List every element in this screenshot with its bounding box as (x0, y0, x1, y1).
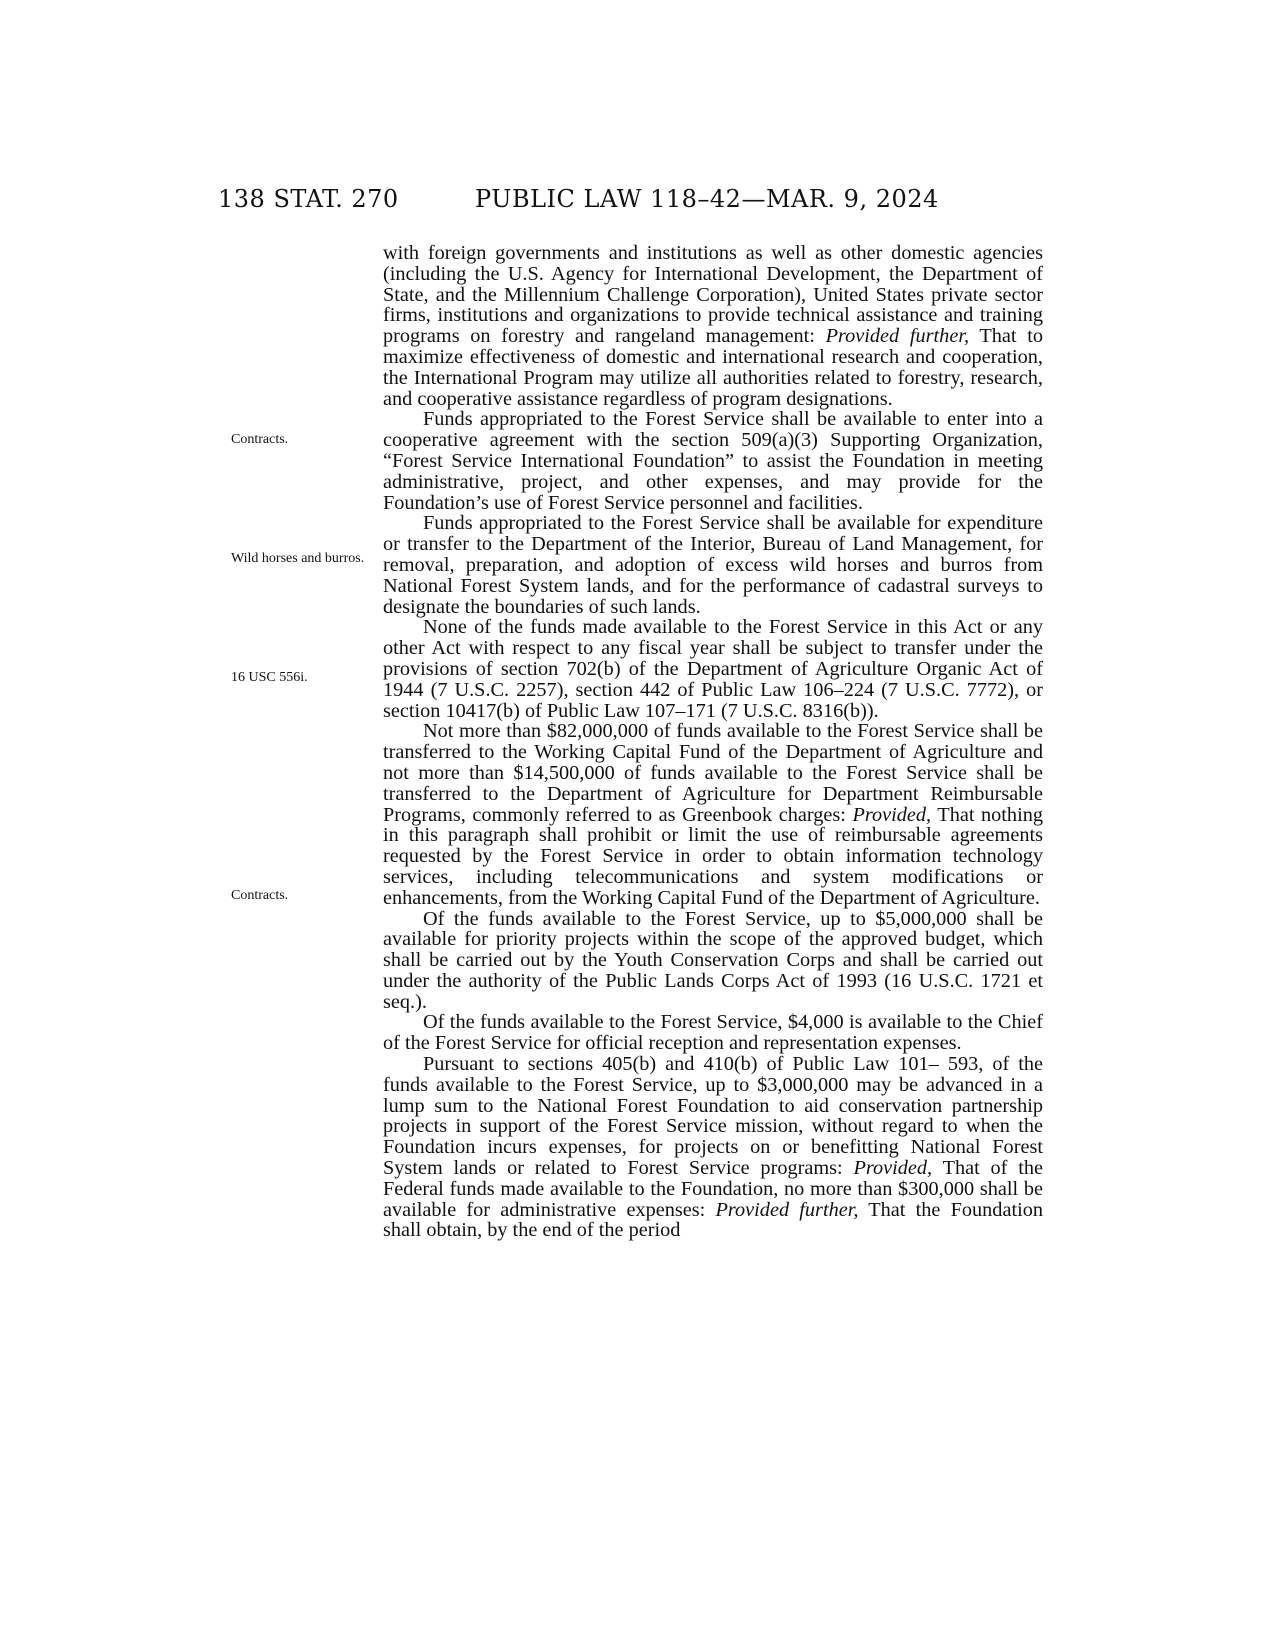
italic-proviso: Provided, (852, 803, 932, 826)
paragraph: Funds appropriated to the Forest Service shall be available for expenditure or transfer to the Department of the Interior, Bureau of Land Management, for removal, preparation, and adoption of excess wild horses and burros from National Forest System lands, and for the performance of cadastral surveys to designate the boundaries of such lands. (383, 512, 1043, 618)
paragraph (383, 721, 1043, 908)
text-run: That of the Federal funds made available to the Foundation, no more than $300,000 shall be available for administrative expenses: (383, 1157, 1043, 1221)
margin-note-usc: 16 USC 556i. (231, 670, 308, 685)
text-run: That nothing in this paragraph shall prohibit or limit the use of reimbursable agreements requested by the Forest Service in order to obtain information technology services, including telecommunications and system modifications or enhancements, from the Working Capital Fund of the Department of Agriculture. (383, 803, 1043, 909)
margin-note-wild-horses: Wild horses and burros. (231, 551, 365, 566)
italic-proviso: Provided, (853, 1157, 933, 1180)
text-run: with foreign governments and institutions as well as other domestic agencies (including the U.S. Agency for International Development, the Department of State, and the Millennium Challenge Corporation), United States private sector firms, institutions and organizations to provide technical assistance and training programs on forestry and rangeland management: (383, 242, 1043, 348)
text-run: That to maximize effectiveness of domestic and international research and cooperation, the International Program may utilize all authorities related to forestry, research, and cooperative assistance regardless of program designations. (383, 325, 1044, 410)
paragraph: None of the funds made available to the Forest Service in this Act or any other Act with respect to any fiscal year shall be subject to transfer under the provisions of section 702(b) of the Department of Agriculture Organic Act of 1944 (7 U.S.C. 2257), section 442 of Public Law 106–224 (7 U.S.C. 7772), or section 10417(b) of Public Law 107–171 (7 U.S.C. 8316(b)). (383, 616, 1043, 722)
paragraph: Of the funds available to the Forest Service, $4,000 is available to the Chief of the Forest Service for official reception and representation expenses. (383, 1011, 1043, 1055)
paragraph (383, 243, 1043, 409)
text-run: That the Foundation shall obtain, by the end of the period (383, 1198, 1044, 1242)
public-law-citation: PUBLIC LAW 118–42—MAR. 9, 2024 (475, 185, 939, 213)
paragraph (383, 1054, 1043, 1241)
body-text (383, 243, 1043, 1241)
margin-note-contracts: Contracts. (231, 432, 289, 447)
paragraph: Funds appropriated to the Forest Service shall be available to enter into a cooperative agreement with the section 509(a)(3) Supporting Organization, “Forest Service International Foundation” to assist the Foundation in meeting administrative, project, and other expenses, and may provide for the Foundation’s use of Forest Service personnel and facilities. (383, 408, 1043, 514)
page-header (218, 185, 1038, 225)
paragraph: Of the funds available to the Forest Service, up to $5,000,000 shall be available for priority projects within the scope of the approved budget, which shall be carried out by the Youth Conservation Corps and shall be carried out under the authority of the Public Lands Corps Act of 1993 (16 U.S.C. 1721 et seq.). (383, 907, 1043, 1013)
text-run: Not more than $82,000,000 of funds available to the Forest Service shall be transferred to the Working Capital Fund of the Department of Agriculture and not more than $14,500,000 of funds available to the Forest Service shall be transferred to the Department of Agriculture for Department Reimbursable Programs, commonly referred to as Greenbook charges: (383, 720, 1043, 826)
italic-proviso: Provided further, (715, 1198, 859, 1221)
text-run: Pursuant to sections 405(b) and 410(b) of Public Law 101– 593, of the funds available to the Forest Service, up to $3,000,000 may be advanced in a lump sum to the National Forest Foundation to aid conservation partnership projects in support of the Forest Service mission, without regard to when the Foundation incurs expenses, for projects on or benefitting National Forest System lands or related to Forest Service programs: (383, 1053, 1043, 1180)
margin-note-contracts: Contracts. (231, 888, 289, 903)
statute-page-number: 138 STAT. 270 (218, 185, 399, 213)
italic-proviso: Provided further, (825, 325, 970, 348)
